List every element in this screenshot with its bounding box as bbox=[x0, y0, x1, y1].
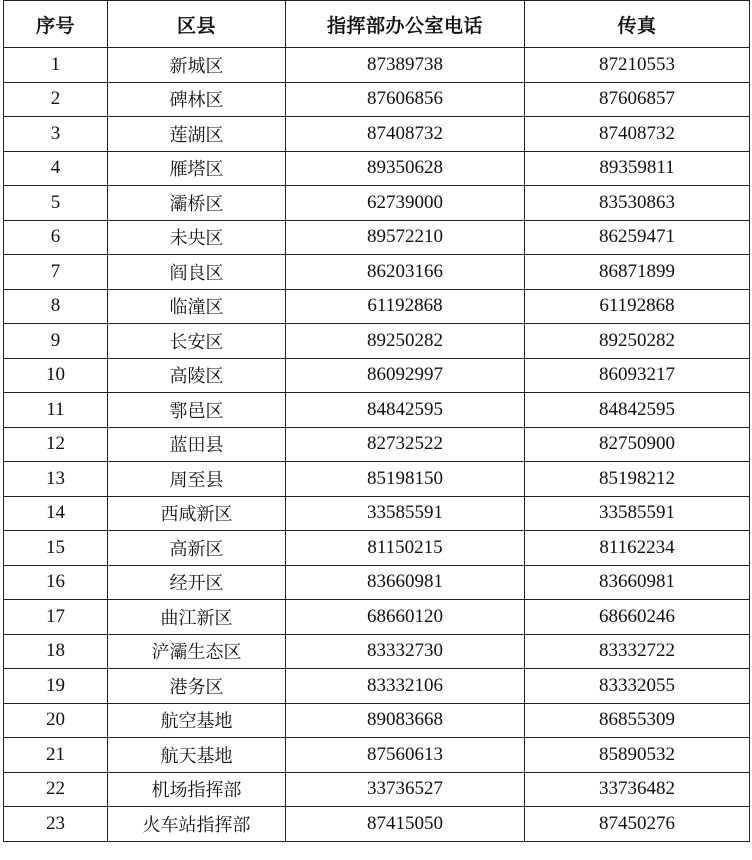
cell-serial-number: 23 bbox=[4, 807, 108, 842]
table-header bbox=[4, 1, 750, 48]
cell-district: 火车站指挥部 bbox=[108, 807, 286, 842]
table-body bbox=[4, 48, 750, 842]
cell-office-phone: 89350628 bbox=[286, 151, 525, 186]
cell-district: 周至县 bbox=[108, 462, 286, 497]
district-contact-table bbox=[3, 0, 750, 842]
table-row bbox=[4, 324, 750, 359]
cell-fax: 87210553 bbox=[525, 48, 750, 83]
cell-office-phone: 68660120 bbox=[286, 600, 525, 635]
header-fax: 传真 bbox=[525, 1, 750, 48]
cell-serial-number: 22 bbox=[4, 772, 108, 807]
cell-serial-number: 5 bbox=[4, 186, 108, 221]
cell-fax: 87408732 bbox=[525, 117, 750, 152]
cell-district: 曲江新区 bbox=[108, 600, 286, 635]
cell-district: 高陵区 bbox=[108, 358, 286, 393]
cell-office-phone: 61192868 bbox=[286, 289, 525, 324]
cell-district: 航空基地 bbox=[108, 703, 286, 738]
cell-fax: 87450276 bbox=[525, 807, 750, 842]
cell-office-phone: 81150215 bbox=[286, 531, 525, 566]
table-row bbox=[4, 703, 750, 738]
cell-fax: 87606857 bbox=[525, 82, 750, 117]
cell-office-phone: 87408732 bbox=[286, 117, 525, 152]
cell-serial-number: 3 bbox=[4, 117, 108, 152]
cell-district: 高新区 bbox=[108, 531, 286, 566]
cell-serial-number: 8 bbox=[4, 289, 108, 324]
cell-fax: 68660246 bbox=[525, 600, 750, 635]
cell-office-phone: 83332106 bbox=[286, 669, 525, 704]
cell-serial-number: 15 bbox=[4, 531, 108, 566]
table-row bbox=[4, 531, 750, 566]
cell-office-phone: 89083668 bbox=[286, 703, 525, 738]
cell-serial-number: 18 bbox=[4, 634, 108, 669]
contact-table-container bbox=[3, 0, 749, 858]
cell-district: 机场指挥部 bbox=[108, 772, 286, 807]
cell-district: 临潼区 bbox=[108, 289, 286, 324]
cell-district: 阎良区 bbox=[108, 255, 286, 290]
cell-office-phone: 62739000 bbox=[286, 186, 525, 221]
cell-office-phone: 83332730 bbox=[286, 634, 525, 669]
cell-fax: 33585591 bbox=[525, 496, 750, 531]
cell-fax: 61192868 bbox=[525, 289, 750, 324]
cell-serial-number: 12 bbox=[4, 427, 108, 462]
cell-district: 经开区 bbox=[108, 565, 286, 600]
cell-district: 航天基地 bbox=[108, 738, 286, 773]
table-row bbox=[4, 669, 750, 704]
cell-office-phone: 83660981 bbox=[286, 565, 525, 600]
cell-serial-number: 10 bbox=[4, 358, 108, 393]
cell-office-phone: 86092997 bbox=[286, 358, 525, 393]
cell-office-phone: 87560613 bbox=[286, 738, 525, 773]
cell-serial-number: 6 bbox=[4, 220, 108, 255]
cell-fax: 33736482 bbox=[525, 772, 750, 807]
table-row bbox=[4, 82, 750, 117]
cell-fax: 89359811 bbox=[525, 151, 750, 186]
cell-district: 新城区 bbox=[108, 48, 286, 83]
cell-office-phone: 33585591 bbox=[286, 496, 525, 531]
cell-fax: 85890532 bbox=[525, 738, 750, 773]
cell-serial-number: 21 bbox=[4, 738, 108, 773]
cell-district: 莲湖区 bbox=[108, 117, 286, 152]
cell-fax: 84842595 bbox=[525, 393, 750, 428]
table-row bbox=[4, 358, 750, 393]
cell-serial-number: 13 bbox=[4, 462, 108, 497]
table-row bbox=[4, 220, 750, 255]
cell-district: 雁塔区 bbox=[108, 151, 286, 186]
table-row bbox=[4, 255, 750, 290]
cell-serial-number: 11 bbox=[4, 393, 108, 428]
table-row bbox=[4, 772, 750, 807]
cell-serial-number: 1 bbox=[4, 48, 108, 83]
cell-fax: 83660981 bbox=[525, 565, 750, 600]
cell-office-phone: 89250282 bbox=[286, 324, 525, 359]
table-row bbox=[4, 393, 750, 428]
header-office-phone: 指挥部办公室电话 bbox=[286, 1, 525, 48]
table-row bbox=[4, 117, 750, 152]
table-row bbox=[4, 496, 750, 531]
cell-district: 长安区 bbox=[108, 324, 286, 359]
cell-fax: 89250282 bbox=[525, 324, 750, 359]
table-row bbox=[4, 289, 750, 324]
header-district: 区县 bbox=[108, 1, 286, 48]
cell-serial-number: 19 bbox=[4, 669, 108, 704]
cell-office-phone: 33736527 bbox=[286, 772, 525, 807]
table-row bbox=[4, 807, 750, 842]
cell-fax: 86259471 bbox=[525, 220, 750, 255]
cell-fax: 85198212 bbox=[525, 462, 750, 497]
cell-fax: 83530863 bbox=[525, 186, 750, 221]
table-row bbox=[4, 738, 750, 773]
cell-fax: 81162234 bbox=[525, 531, 750, 566]
cell-fax: 86855309 bbox=[525, 703, 750, 738]
cell-fax: 86093217 bbox=[525, 358, 750, 393]
cell-serial-number: 16 bbox=[4, 565, 108, 600]
cell-district: 蓝田县 bbox=[108, 427, 286, 462]
cell-district: 鄠邑区 bbox=[108, 393, 286, 428]
cell-serial-number: 9 bbox=[4, 324, 108, 359]
cell-office-phone: 85198150 bbox=[286, 462, 525, 497]
table-row bbox=[4, 427, 750, 462]
cell-district: 未央区 bbox=[108, 220, 286, 255]
cell-serial-number: 20 bbox=[4, 703, 108, 738]
cell-district: 港务区 bbox=[108, 669, 286, 704]
cell-serial-number: 17 bbox=[4, 600, 108, 635]
cell-district: 浐灞生态区 bbox=[108, 634, 286, 669]
cell-office-phone: 86203166 bbox=[286, 255, 525, 290]
table-row bbox=[4, 600, 750, 635]
cell-office-phone: 87415050 bbox=[286, 807, 525, 842]
table-row bbox=[4, 186, 750, 221]
cell-office-phone: 84842595 bbox=[286, 393, 525, 428]
table-row bbox=[4, 462, 750, 497]
cell-fax: 83332055 bbox=[525, 669, 750, 704]
cell-office-phone: 89572210 bbox=[286, 220, 525, 255]
header-serial-number: 序号 bbox=[4, 1, 108, 48]
table-row bbox=[4, 48, 750, 83]
cell-fax: 83332722 bbox=[525, 634, 750, 669]
cell-serial-number: 2 bbox=[4, 82, 108, 117]
cell-fax: 82750900 bbox=[525, 427, 750, 462]
table-row bbox=[4, 634, 750, 669]
cell-fax: 86871899 bbox=[525, 255, 750, 290]
cell-serial-number: 7 bbox=[4, 255, 108, 290]
cell-district: 灞桥区 bbox=[108, 186, 286, 221]
cell-district: 碑林区 bbox=[108, 82, 286, 117]
cell-office-phone: 87389738 bbox=[286, 48, 525, 83]
cell-district: 西咸新区 bbox=[108, 496, 286, 531]
cell-office-phone: 87606856 bbox=[286, 82, 525, 117]
cell-serial-number: 4 bbox=[4, 151, 108, 186]
table-row bbox=[4, 565, 750, 600]
table-row bbox=[4, 151, 750, 186]
cell-office-phone: 82732522 bbox=[286, 427, 525, 462]
cell-serial-number: 14 bbox=[4, 496, 108, 531]
header-row bbox=[4, 1, 750, 48]
